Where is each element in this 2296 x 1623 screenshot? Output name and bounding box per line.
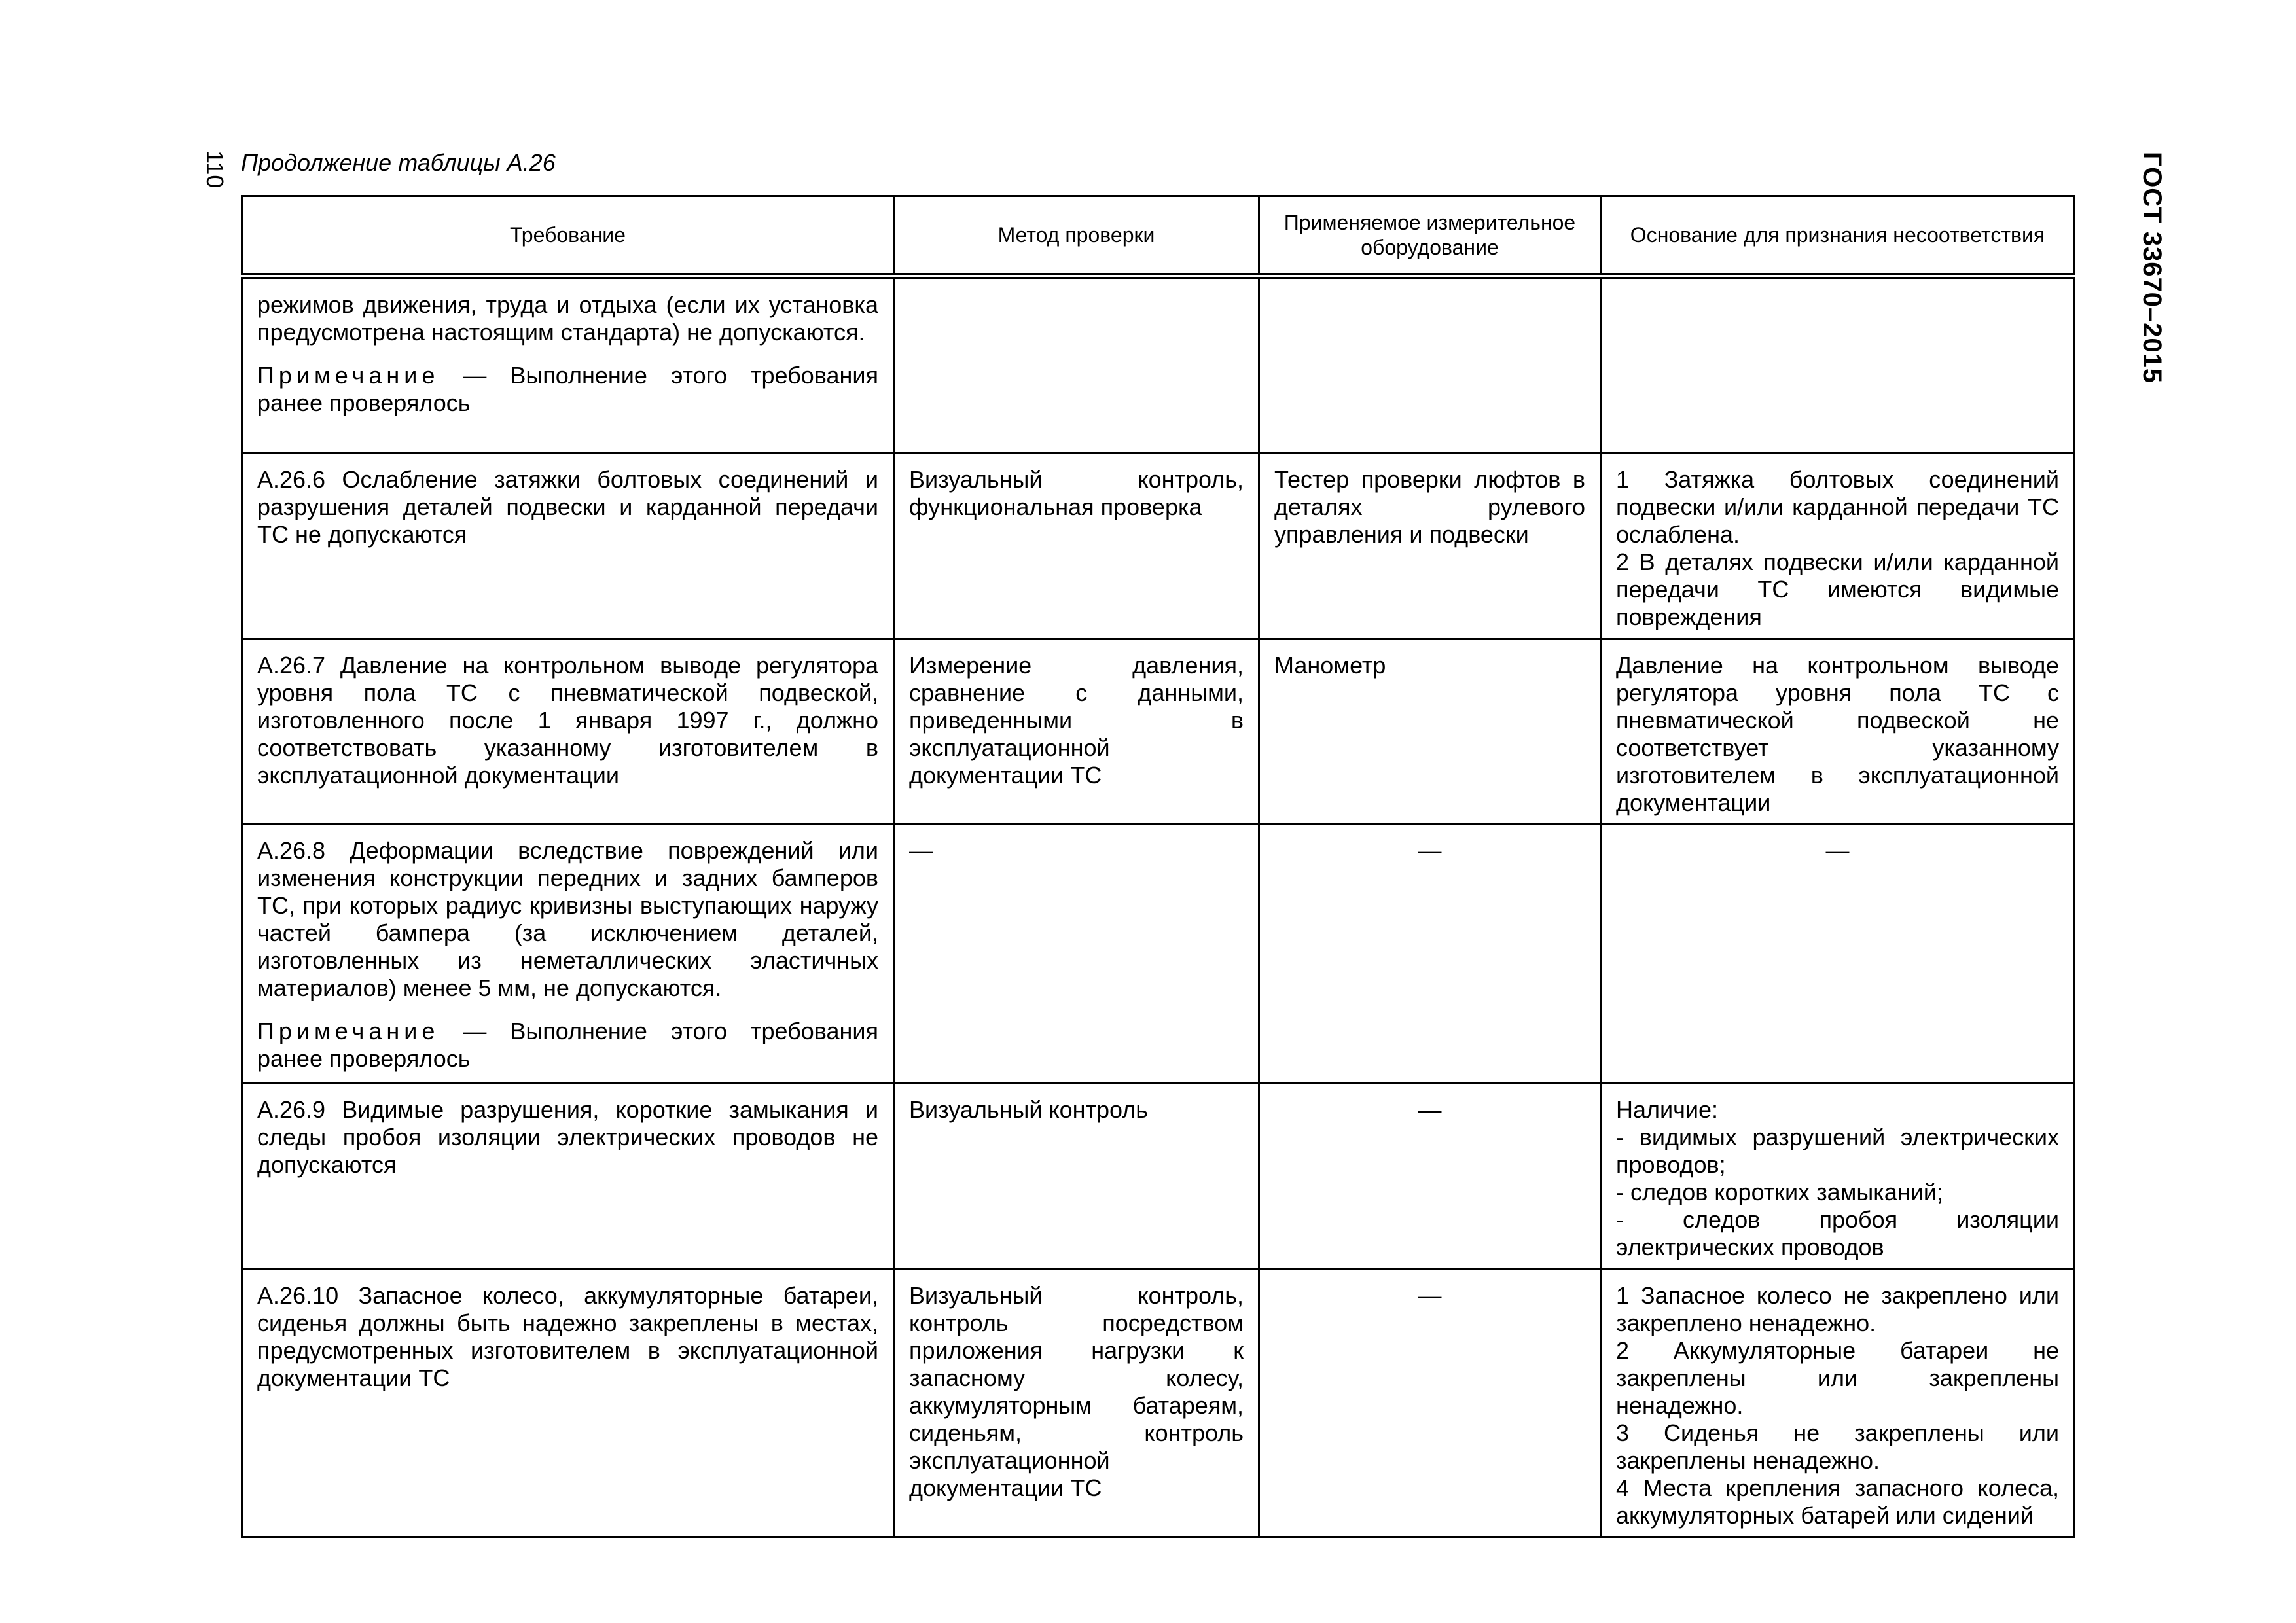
equipment-text: — [1418, 1096, 1442, 1123]
equipment-cell [1259, 453, 1601, 639]
method-text: Визуальный контроль, функциональная проверка [909, 465, 1244, 520]
equipment-text: — [1418, 836, 1442, 864]
equipment-cell [1259, 276, 1601, 453]
grounds-line: 1 Запасное колесо не закреплено или закреплено ненадежно. [1616, 1281, 2059, 1336]
method-text: — [909, 836, 933, 864]
table-row [242, 276, 2075, 453]
requirement-cell [242, 639, 894, 824]
grounds-cell [1601, 276, 2075, 453]
grounds-cell [1601, 639, 2075, 824]
method-text: Визуальный контроль [909, 1096, 1149, 1123]
equipment-cell [1259, 824, 1601, 1083]
header-grounds: Основание для признания несоответствия [1601, 196, 2075, 277]
requirement-cell [242, 1269, 894, 1537]
grounds-line: - следов коротких замыканий; [1616, 1178, 1943, 1205]
table-row [242, 824, 2075, 1083]
method-text: Измерение давления, сравнение с данными, приведенными в эксплуатационной документации ТС [909, 651, 1244, 789]
requirement-cell [242, 453, 894, 639]
requirement-text: А.26.7 Давление на контрольном выводе регулятора уровня пола ТС с пневматической подвеской, изготовленного после 1 января 1997 г., должно соответствовать указанному изготовителем в эксплуатационной документации [257, 651, 878, 789]
requirement-text: режимов движения, труда и отдыха (если их установка предусмотрена настоящим стандарта) не допускаются. [257, 291, 878, 346]
requirement-cell [242, 824, 894, 1083]
requirements-table [241, 195, 2075, 1538]
method-cell [894, 824, 1259, 1083]
requirement-text: А.26.10 Запасное колесо, аккумуляторные батареи, сиденья должны быть надежно закреплены в местах, предусмотренных изготовителем в эксплуатационной документации ТС [257, 1281, 878, 1391]
equipment-cell [1259, 1083, 1601, 1269]
requirement-text: А.26.8 Деформации вследствие повреждений или изменения конструкции передних и задних бамперов ТС, при которых радиус кривизны выступающих наружу частей бампера (за исключением деталей, изготовленных из неметаллических эластичных материалов) менее 5 мм, не допускаются. [257, 836, 878, 1001]
grounds-line: 2 В деталях подвески и/или карданной передачи ТС имеются видимые повреждения [1616, 548, 2059, 630]
method-cell [894, 276, 1259, 453]
note-label: Примечание [257, 1017, 440, 1044]
grounds-line: 3 Сиденья не закреплены или закреплены ненадежно. [1616, 1419, 2059, 1474]
equipment-cell [1259, 639, 1601, 824]
grounds-cell [1601, 1269, 2075, 1537]
grounds-line: 1 Затяжка болтовых соединений подвески и/или карданной передачи ТС ослаблена. [1616, 465, 2059, 548]
table-row [242, 1269, 2075, 1537]
method-cell [894, 453, 1259, 639]
table-row [242, 639, 2075, 824]
equipment-text: — [1418, 1281, 1442, 1309]
equipment-text: Манометр [1274, 651, 1386, 679]
grounds-cell [1601, 1083, 2075, 1269]
note-label: Примечание [257, 362, 440, 389]
grounds-cell [1601, 453, 2075, 639]
note-text: — Выполнение этого требования ранее проверялось [257, 1017, 878, 1072]
grounds-line: 4 Места крепления запасного колеса, аккумуляторных батарей или сидений [1616, 1474, 2059, 1529]
table-caption: Продолжение таблицы А.26 [241, 149, 556, 176]
method-cell [894, 1083, 1259, 1269]
note-text: — Выполнение этого требования ранее проверялось [257, 362, 878, 416]
header-requirement: Требование [242, 196, 894, 277]
requirement-cell [242, 276, 894, 453]
table-row [242, 1083, 2075, 1269]
grounds-line: 2 Аккумуляторные батареи не закреплены или закреплены ненадежно. [1616, 1336, 2059, 1419]
table-row [242, 453, 2075, 639]
grounds-text: — [1825, 836, 1850, 864]
grounds-line: - видимых разрушений электрических проводов; [1616, 1123, 2059, 1178]
method-text: Визуальный контроль, контроль посредством приложения нагрузки к запасному колесу, аккумуляторным батареям, сиденьям, контроль эксплуатационной документации ТС [909, 1281, 1244, 1501]
page-number: 110 [202, 151, 228, 188]
equipment-cell [1259, 1269, 1601, 1537]
grounds-line: - следов пробоя изоляции электрических проводов [1616, 1205, 2059, 1260]
grounds-cell [1601, 824, 2075, 1083]
grounds-text: Давление на контрольном выводе регулятора уровня пола ТС с пневматической подвеской не соответствует указанному изготовителем в эксплуатационной документации [1616, 651, 2059, 816]
header-method: Метод проверки [894, 196, 1259, 277]
requirement-text: А.26.6 Ослабление затяжки болтовых соединений и разрушения деталей подвески и карданной передачи ТС не допускаются [257, 465, 878, 548]
method-cell [894, 1269, 1259, 1537]
header-equipment: Применяемое измерительное оборудование [1259, 196, 1601, 277]
note [257, 362, 878, 417]
requirement-cell [242, 1083, 894, 1269]
method-cell [894, 639, 1259, 824]
requirement-text: А.26.9 Видимые разрушения, короткие замыкания и следы пробоя изоляции электрических проводов не допускаются [257, 1096, 878, 1178]
note [257, 1018, 878, 1073]
equipment-text: Тестер проверки люфтов в деталях рулевого управления и подвески [1274, 465, 1585, 548]
standard-designation: ГОСТ 33670–2015 [2138, 152, 2166, 384]
grounds-line: Наличие: [1616, 1096, 1719, 1123]
table-header-row [242, 196, 2075, 277]
